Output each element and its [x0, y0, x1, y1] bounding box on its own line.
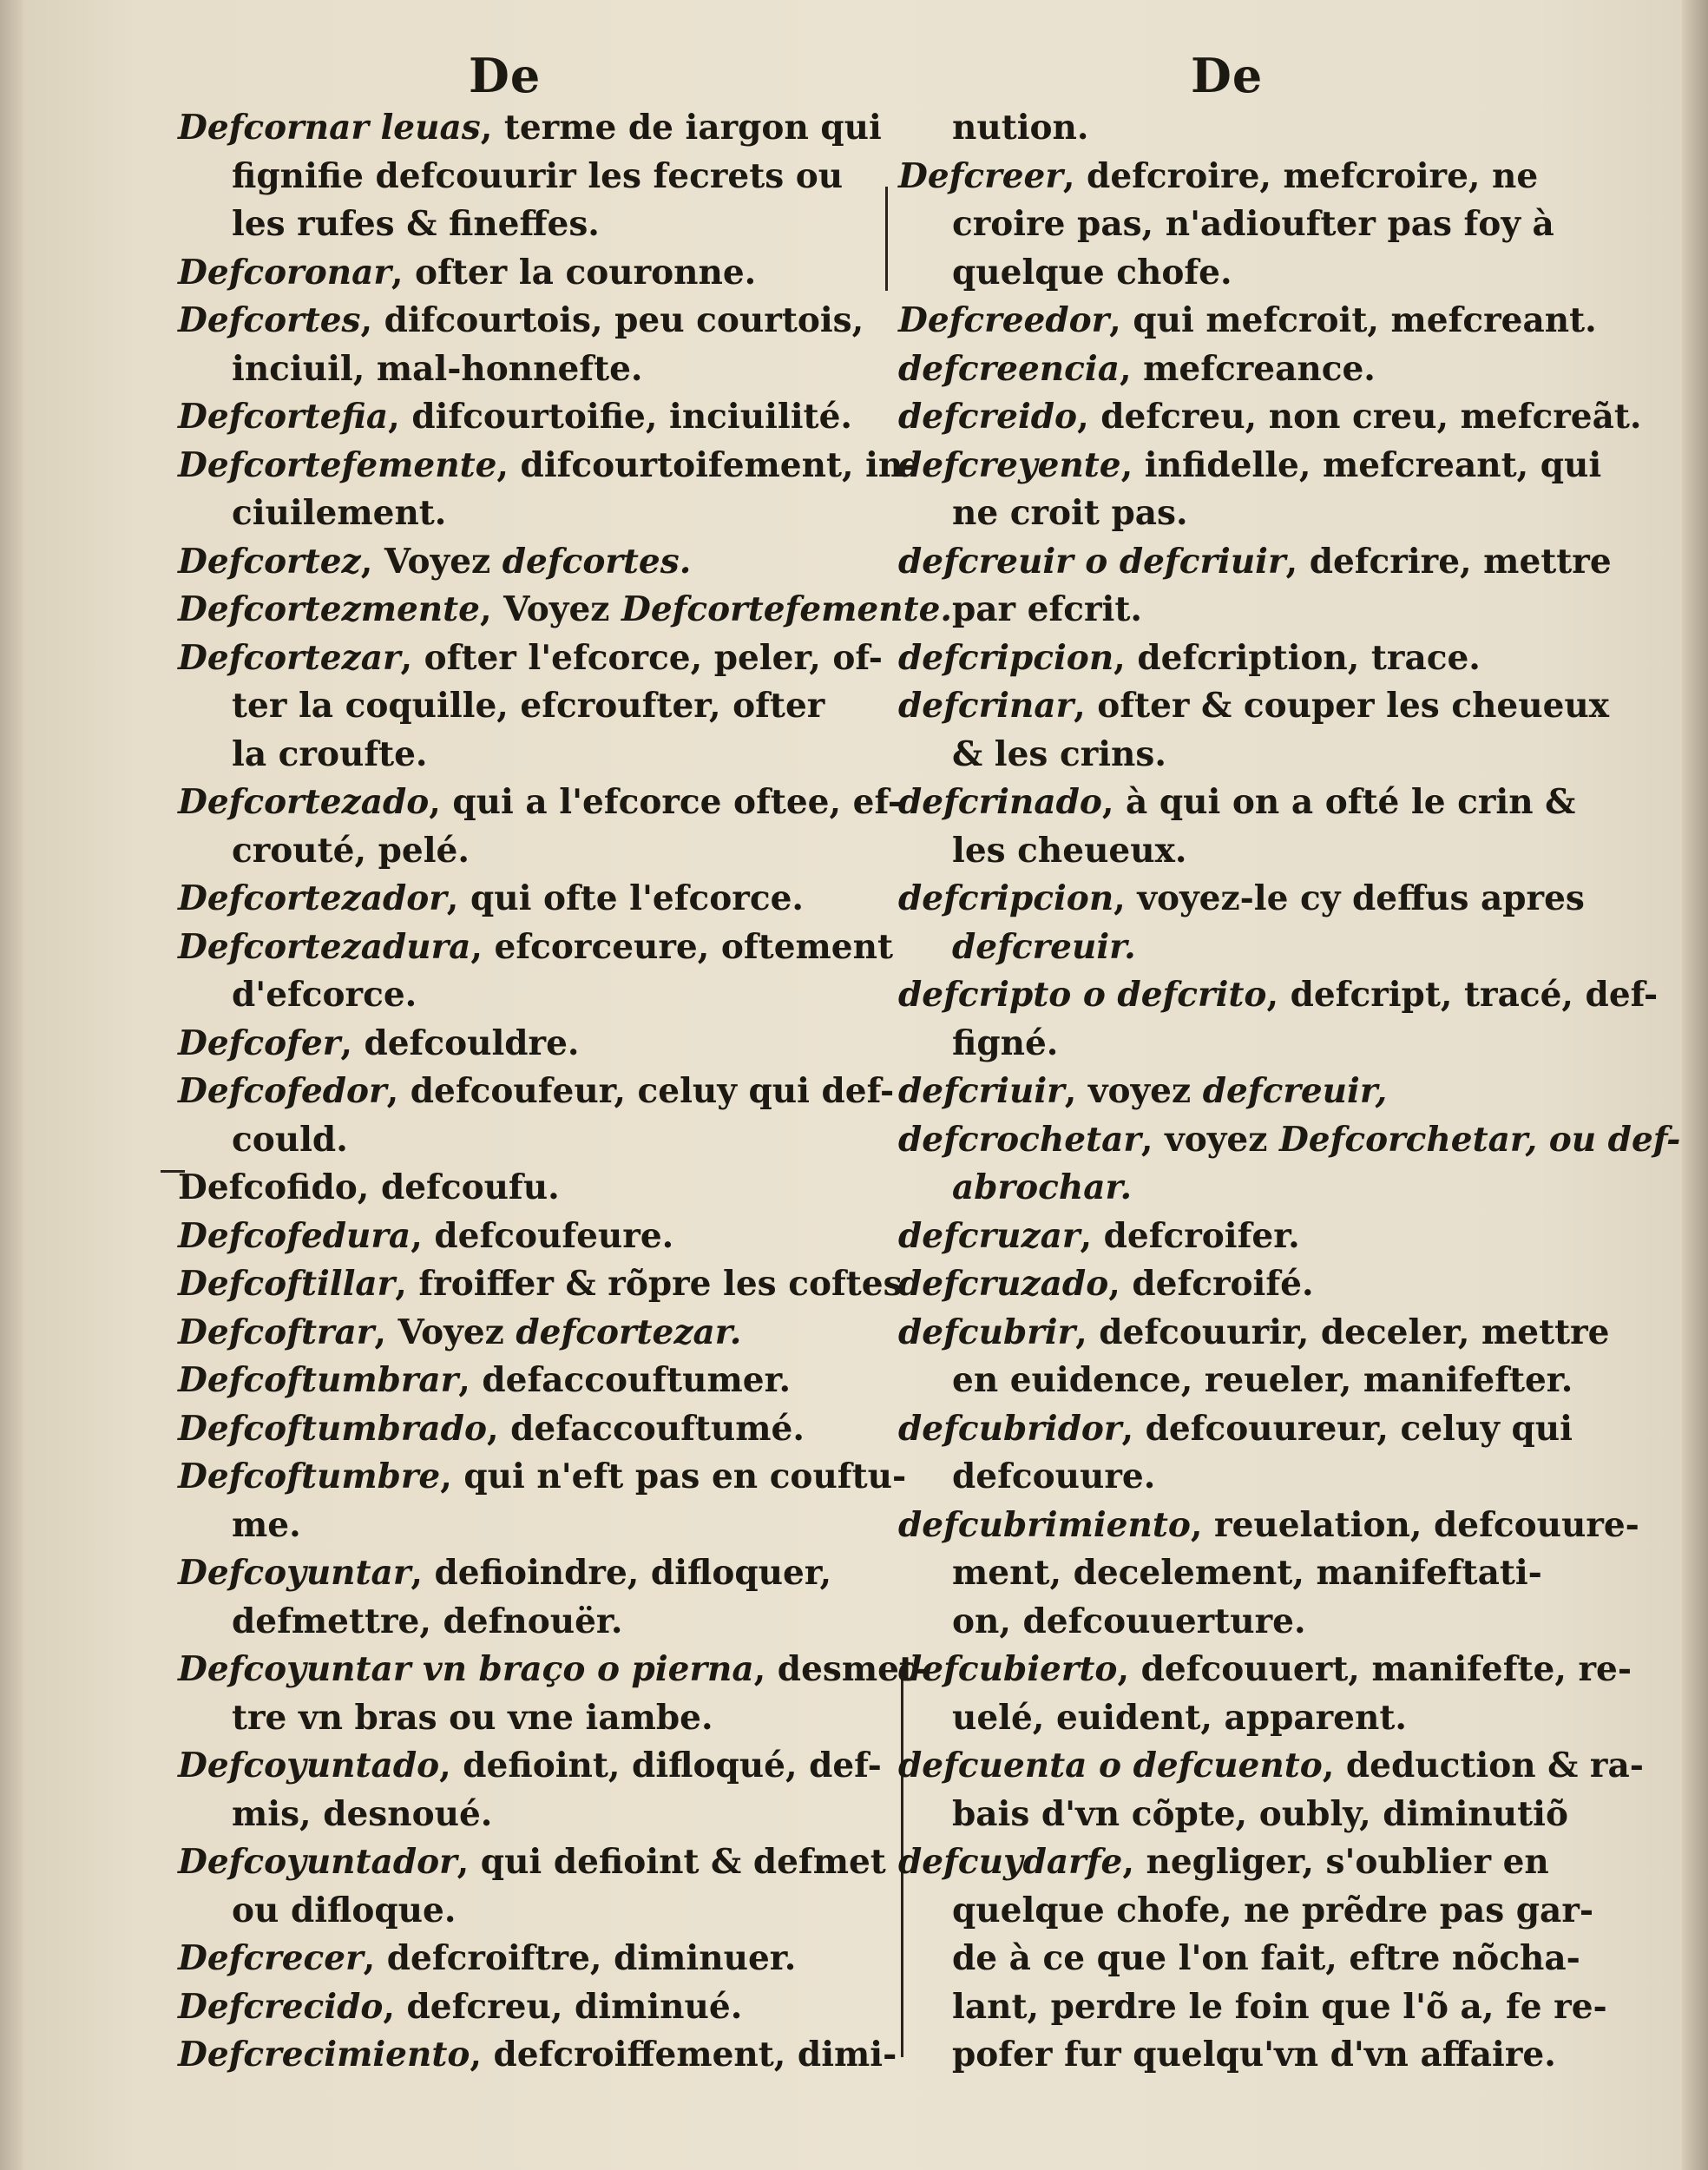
dictionary-line [898, 201, 1619, 249]
dictionary-line [898, 971, 1659, 1020]
definition-text: , defioint, difloqué, def- [439, 1746, 882, 1785]
definition-text: la croufte. [232, 733, 428, 774]
definition-text: , Voyez [479, 589, 621, 629]
dictionary-line [178, 827, 890, 876]
definition-text: , infidelle, mefcreant, qui [1120, 444, 1602, 485]
definition-text: & les crins. [952, 733, 1166, 774]
dictionary-line [178, 1309, 890, 1358]
cross-reference: Defcorchetar, ou def- [1278, 1119, 1681, 1160]
definition-text: , qui n'eft pas en couftu- [440, 1457, 907, 1496]
headword: defcripcion [898, 637, 1114, 678]
dictionary-line [898, 1020, 1619, 1069]
definition-text: , ofter & couper les cheueux [1074, 686, 1610, 726]
definition-text: nution. [952, 108, 1089, 148]
dictionary-line [178, 779, 903, 827]
definition-text: Defcofido, defcoufu. [178, 1167, 560, 1207]
dictionary-line [898, 490, 1619, 538]
definition-text: , defcroifé. [1108, 1264, 1314, 1304]
headword: defcubierto [898, 1649, 1118, 1689]
dictionary-line [178, 104, 890, 153]
definition-text: , ofter l'efcorce, peler, of- [400, 637, 883, 678]
dictionary-line [898, 1935, 1619, 1983]
dictionary-line [898, 875, 1619, 924]
definition-text: d'efcorce. [232, 975, 417, 1015]
dictionary-line [898, 442, 1619, 490]
headword: Defcortefemente [178, 444, 497, 485]
dictionary-line [898, 1694, 1619, 1743]
definition-text: could. [232, 1119, 348, 1160]
definition-text: , defcouurir, deceler, mettre [1075, 1312, 1610, 1352]
headword: defcubridor [898, 1408, 1122, 1449]
dictionary-line [898, 104, 1619, 153]
dictionary-line [898, 779, 1619, 827]
definition-text: , defaccouftumer. [458, 1360, 792, 1400]
definition-text: crouté, pelé. [232, 830, 470, 871]
headword: Defcortezadura [178, 926, 471, 967]
dictionary-line [178, 1983, 890, 2032]
cross-reference: defcortezar. [516, 1312, 742, 1352]
definition-text: , qui ofte l'efcorce. [446, 878, 804, 918]
dictionary-line [178, 1453, 907, 1502]
headword: Defcortezmente [178, 589, 480, 629]
dictionary-line [178, 1213, 890, 1261]
dictionary-line [898, 1838, 1619, 1887]
dictionary-line [178, 635, 890, 683]
dictionary-line [178, 1887, 890, 1936]
dictionary-line [178, 1742, 890, 1791]
dictionary-line [898, 1116, 1681, 1165]
headword: Defcoyuntar [178, 1553, 411, 1593]
running-header-right: De [1191, 48, 1264, 103]
definition-text: , difcourtoifie, inciuilité. [388, 397, 852, 437]
headword: Defcoronar [178, 252, 391, 293]
dictionary-line [898, 1357, 1619, 1405]
dictionary-line [178, 1598, 890, 1647]
definition-text: inciuil, mal-honnefte. [232, 348, 643, 389]
headword: defcruzar [898, 1215, 1081, 1256]
definition-text: , difcourtoifement, in- [496, 444, 917, 485]
dictionary-line [898, 924, 1619, 972]
definition-text: , defcroiftre, diminuer. [363, 1938, 797, 1978]
dictionary-line [178, 1405, 890, 1454]
dictionary-line [178, 442, 917, 490]
dictionary-line [898, 345, 1619, 394]
dictionary-line [178, 1020, 890, 1069]
definition-text: , negliger, s'oublier en [1122, 1842, 1549, 1882]
definition-text: , defaccouftumé. [486, 1408, 805, 1449]
cross-reference: defcortes. [502, 541, 692, 582]
headword: defcriuir [898, 1071, 1065, 1111]
definition-text: , defcouuert, manifefte, re- [1117, 1649, 1632, 1689]
headword: defcubrimiento [898, 1504, 1191, 1545]
definition-text: , defcoufeur, celuy qui def- [386, 1071, 895, 1111]
definition-text: , defcouureur, celuy qui [1121, 1408, 1573, 1449]
definition-text: , froiffer & rõpre les coftes [395, 1264, 903, 1304]
definition-text: , ofter la couronne. [391, 252, 757, 293]
dictionary-line [178, 393, 890, 442]
definition-text: , difcourtois, peu courtois, [360, 300, 864, 340]
definition-text: ciuilement. [232, 493, 447, 533]
definition-text: , defcrire, mettre [1285, 541, 1612, 582]
dictionary-line [178, 1646, 930, 1694]
definition-text: ment, decelement, manifeftati- [952, 1553, 1542, 1593]
headword: defcripto o defcrito [898, 975, 1267, 1015]
headword: Defcrecimiento [178, 2035, 470, 2075]
definition-text: quelque chofe. [952, 252, 1232, 293]
dictionary-line [898, 1983, 1619, 2032]
definition-text: par efcrit. [952, 589, 1142, 629]
definition-text: , Voyez [360, 541, 503, 582]
headword: Defcortezado [178, 782, 430, 822]
dictionary-line [898, 249, 1619, 298]
headword: Defcoyuntador [178, 1842, 457, 1882]
dictionary-line [178, 345, 890, 394]
definition-text: en euidence, reueler, manifefter. [952, 1360, 1573, 1400]
dictionary-line [898, 1598, 1619, 1647]
headword: Defcrecido [178, 1986, 384, 2027]
cross-reference: defcreuir, [1202, 1071, 1388, 1111]
dictionary-line [898, 1887, 1619, 1936]
dictionary-line [178, 490, 890, 538]
definition-text: , à qui on a ofté le crin & [1101, 782, 1576, 822]
right-column [898, 104, 1681, 2080]
definition-text: , Voyez [374, 1312, 516, 1352]
dictionary-line [178, 201, 890, 249]
dictionary-line [178, 153, 890, 201]
headword: Defcoftumbre [178, 1457, 441, 1496]
headword: Defcortezador [178, 878, 447, 918]
definition-text: , defcreu, non creu, mefcreãt. [1077, 397, 1642, 437]
headword: defcreuir o defcriuir [898, 541, 1286, 582]
definition-text: les rufes & fineffes. [232, 204, 600, 244]
headword: abrochar. [952, 1167, 1133, 1207]
definition-text: pofer fur quelqu'vn d'vn affaire. [952, 2035, 1556, 2075]
definition-text: bais d'vn cõpte, oubly, diminutiõ [952, 1793, 1568, 1834]
dictionary-line [898, 635, 1619, 683]
dictionary-line [178, 731, 890, 779]
headword: Defcofer [178, 1023, 341, 1063]
definition-text: , defcreu, diminué. [383, 1986, 743, 2027]
dictionary-line [178, 1838, 890, 1887]
dictionary-line [178, 538, 890, 587]
headword: defcubrir [898, 1312, 1076, 1352]
dictionary-line [178, 249, 890, 298]
headword: defcrochetar [898, 1119, 1141, 1160]
headword: defcreencia [898, 348, 1120, 389]
dictionary-line [898, 1405, 1619, 1454]
headword: Defcoftumbrar [178, 1360, 459, 1400]
dictionary-line [898, 1791, 1619, 1839]
definition-text: tre vn bras ou vne iambe. [232, 1697, 713, 1738]
headword: Defcofedura [178, 1215, 411, 1256]
definition-text: , efcorceure, oftement [470, 926, 893, 967]
definition-text: , reuelation, defcouure- [1190, 1504, 1639, 1545]
definition-text: , defcoufeure. [411, 1215, 674, 1256]
headword: Defcreedor [898, 300, 1110, 340]
definition-text: defmettre, defnouër. [232, 1601, 623, 1641]
headword: defcrinado [898, 782, 1102, 822]
definition-text: lant, perdre le foin que l'õ a, fe re- [952, 1986, 1607, 2027]
headword: Defcoftillar [178, 1264, 396, 1304]
definition-text: , defcroiffement, dimi- [470, 2035, 897, 2075]
headword: Defcreer [898, 155, 1063, 196]
definition-text: ou difloque. [232, 1890, 457, 1930]
headword: Defcortezar [178, 637, 401, 678]
definition-text: mis, desnoué. [232, 1793, 493, 1834]
headword: Defcortefia [178, 397, 389, 437]
definition-text: , defioindre, difloquer, [411, 1553, 832, 1593]
headword: defcuydarfe [898, 1842, 1123, 1882]
definition-text: ter la coquille, efcroufter, ofter [232, 686, 825, 726]
definition-text: , deduction & ra- [1322, 1746, 1644, 1785]
dictionary-line [178, 924, 893, 972]
dictionary-line [178, 586, 952, 635]
definition-text: , qui a l'efcorce oftee, ef- [429, 782, 903, 822]
headword: defcrinar [898, 686, 1074, 726]
definition-text: , defcription, trace. [1113, 637, 1481, 678]
definition-text: , voyez-le cy deffus apres [1113, 878, 1585, 918]
headword: Defcornar leuas [178, 108, 481, 148]
dictionary-line [178, 1549, 890, 1598]
dictionary-line [898, 1309, 1619, 1358]
dictionary-line [178, 1935, 890, 1983]
dictionary-line [898, 682, 1619, 731]
definition-text: , desmet- [753, 1649, 930, 1689]
headword: Defcoftrar [178, 1312, 375, 1352]
dictionary-line [898, 1260, 1619, 1309]
definition-text: , voyez [1140, 1119, 1279, 1160]
definition-text: , voyez [1064, 1071, 1203, 1111]
definition-text: figné. [952, 1023, 1059, 1063]
dictionary-line [898, 731, 1619, 779]
dictionary-line [898, 153, 1619, 201]
headword: defcreuir. [952, 926, 1136, 967]
definition-text: uelé, euident, apparent. [952, 1697, 1407, 1738]
definition-text: , defcript, tracé, def- [1266, 975, 1659, 1015]
dictionary-line [898, 827, 1619, 876]
headword: defcuenta o defcuento [898, 1746, 1323, 1785]
dictionary-line [898, 297, 1619, 345]
dictionary-line [178, 1357, 890, 1405]
definition-text: , qui defioint & defmet [457, 1842, 886, 1882]
dictionary-line [898, 2031, 1619, 2080]
dictionary-line [178, 875, 890, 924]
dictionary-line [898, 1646, 1632, 1694]
dictionary-line [178, 297, 890, 345]
definition-text: ne croit pas. [952, 493, 1188, 533]
dictionary-line [898, 1068, 1619, 1116]
dictionary-line [178, 971, 890, 1020]
page-edge-left [0, 0, 23, 2170]
definition-text: fignifie defcouurir les fecrets ou [232, 155, 844, 196]
dictionary-line [898, 1742, 1644, 1791]
dictionary-line [898, 1502, 1639, 1550]
headword: Defcoftumbrado [178, 1408, 487, 1449]
dictionary-line [178, 1502, 890, 1550]
headword: defcreyente [898, 444, 1121, 485]
headword: defcruzado [898, 1264, 1109, 1304]
definition-text: , qui mefcroit, mefcreant. [1109, 300, 1597, 340]
definition-text: , defcouldre. [340, 1023, 580, 1063]
definition-text: , terme de iargon qui [480, 108, 882, 148]
headword: defcripcion [898, 878, 1114, 918]
definition-text: defcouure. [952, 1457, 1156, 1496]
definition-text: de à ce que l'on fait, eftre nõcha- [952, 1938, 1580, 1978]
dictionary-line [898, 586, 1619, 635]
dictionary-line [898, 538, 1619, 587]
dictionary-line [898, 1213, 1619, 1261]
definition-text: , defcroifer. [1080, 1215, 1300, 1256]
dictionary-line [898, 1453, 1619, 1502]
dictionary-line [178, 1164, 890, 1213]
definition-text: les cheueux. [952, 830, 1187, 871]
cross-reference: Defcortefemente. [621, 589, 952, 629]
definition-text: on, defcouuerture. [952, 1601, 1306, 1641]
left-column [178, 104, 952, 2080]
dictionary-line [178, 1791, 890, 1839]
headword: Defcoyuntar vn braço o pierna [178, 1649, 754, 1689]
dictionary-line [178, 1116, 890, 1165]
dictionary-line [178, 2031, 897, 2080]
definition-text: croire pas, n'adioufter pas foy à [952, 204, 1554, 244]
running-header-left: De [469, 48, 542, 103]
dictionary-line [178, 1260, 903, 1309]
headword: Defcortes [178, 300, 361, 340]
definition-text: , mefcreance. [1119, 348, 1376, 389]
dictionary-line [898, 1549, 1619, 1598]
definition-text: quelque chofe, ne prẽdre pas gar- [952, 1890, 1594, 1930]
page-edge-right [1682, 0, 1708, 2170]
headword: Defcrecer [178, 1938, 364, 1978]
headword: Defcofedor [178, 1071, 387, 1111]
headword: defcreido [898, 397, 1078, 437]
definition-text: , defcroire, mefcroire, ne [1062, 155, 1539, 196]
dictionary-line [898, 393, 1642, 442]
definition-text: me. [232, 1504, 301, 1545]
headword: Defcoyuntado [178, 1746, 440, 1785]
dictionary-line [178, 1068, 895, 1116]
dictionary-line [898, 1164, 1619, 1213]
dictionary-line [178, 1694, 890, 1743]
headword: Defcortez [178, 541, 361, 582]
dictionary-line [178, 682, 890, 731]
